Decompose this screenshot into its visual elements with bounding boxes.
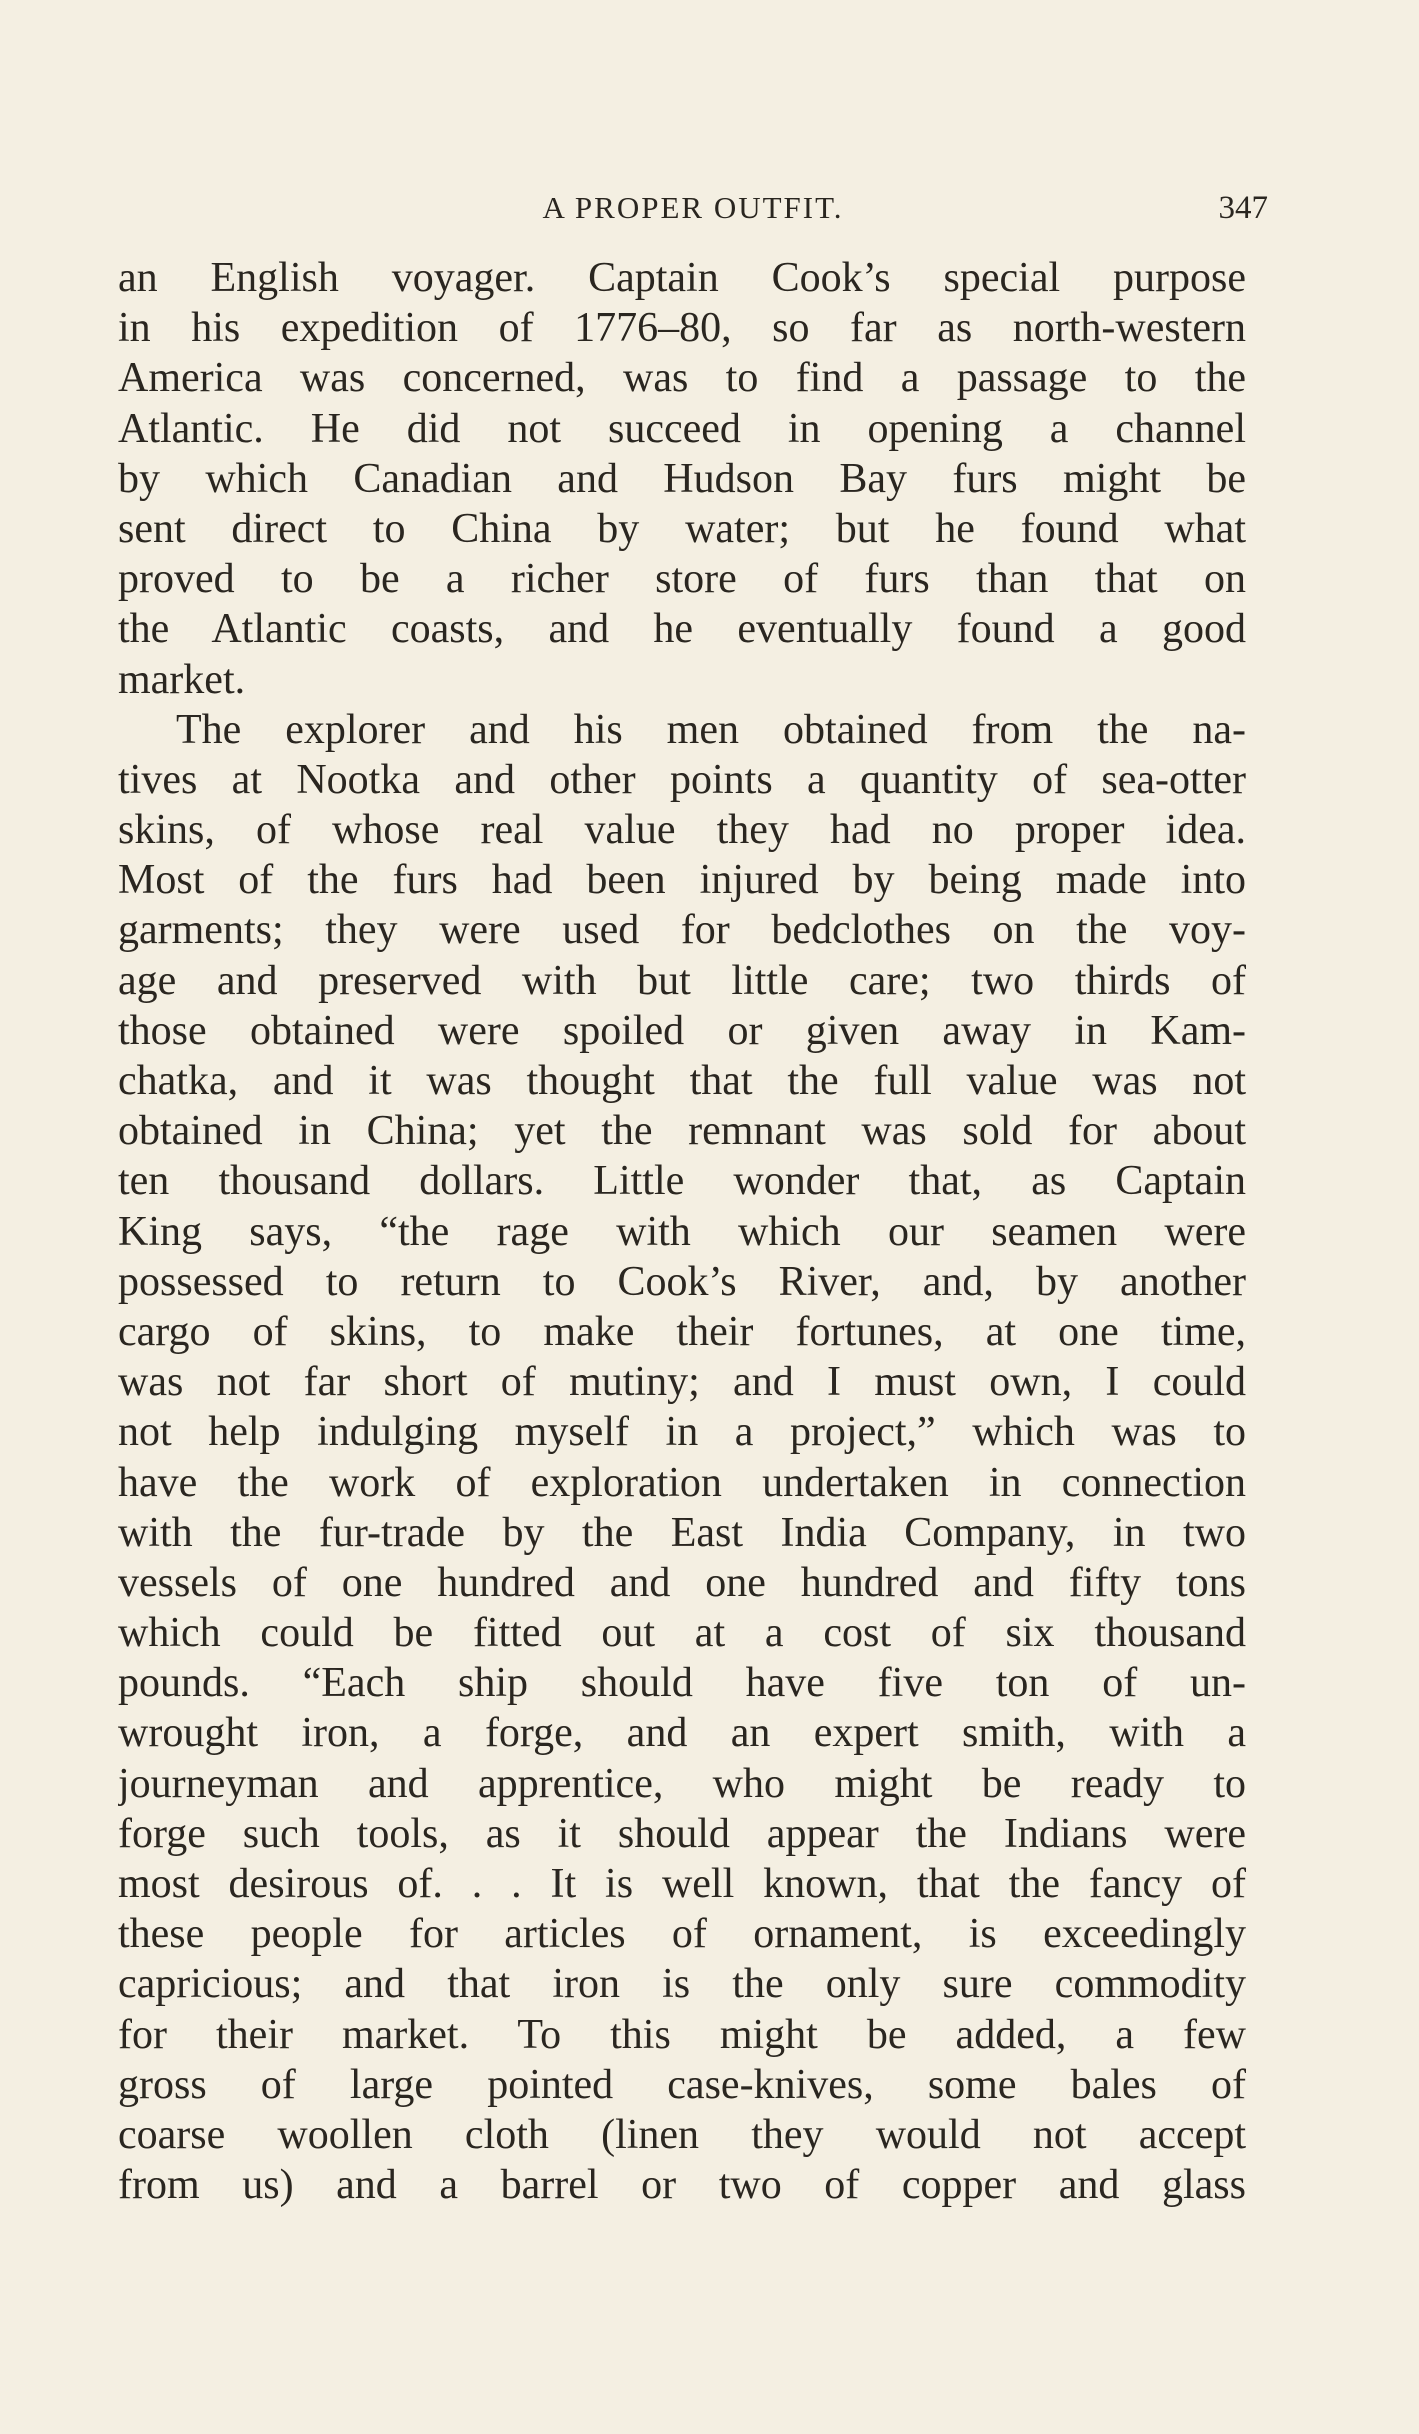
text-line: tives at Nootka and other points a quantity of sea-otter [118,756,1246,803]
text-line: Most of the furs had been injured by being made into [118,857,1246,904]
text-line: was not far short of mutiny; and I must own, I could [118,1359,1246,1406]
text-line: possessed to return to Cook’s River, and, by another [118,1258,1246,1305]
text-line: capricious; and that iron is the only sure commodity [118,1961,1246,2008]
text-line: journeyman and apprentice, who might be ready to [118,1760,1246,1807]
text-line: have the work of exploration undertaken in connection [118,1459,1246,1506]
text-line: from us) and a barrel or two of copper and glass [118,2162,1246,2209]
text-line: wrought iron, a forge, and an expert smith, with a [118,1710,1246,1757]
text-line: cargo of skins, to make their fortunes, at one time, [118,1308,1246,1355]
text-line: these people for articles of ornament, is exceedingly [118,1911,1246,1958]
text-line: Atlantic. He did not succeed in opening a channel [118,405,1246,452]
text-line: age and preserved with but little care; two thirds of [118,957,1246,1004]
text-line: for their market. To this might be added, a few [118,2011,1246,2058]
text-line: which could be fitted out at a cost of six thousand [118,1610,1246,1657]
text-line: most desirous of. . . It is well known, that the fancy of [118,1861,1246,1907]
text-line: proved to be a richer store of furs than that on [118,556,1246,603]
text-line: those obtained were spoiled or given away in Kam- [118,1007,1246,1054]
text-line: King says, “the rage with which our seamen were [118,1208,1246,1255]
text-line: not help indulging myself in a project,” which was to [118,1409,1246,1456]
text-line: an English voyager. Captain Cook’s special purpose [118,255,1246,301]
text-line: ten thousand dollars. Little wonder that, as Captain [118,1158,1246,1205]
text-line: gross of large pointed case-knives, some bales of [118,2061,1246,2108]
text-line: sent direct to China by water; but he found what [118,505,1246,552]
text-line: with the fur-trade by the East India Company, in two [118,1509,1246,1556]
text-line: in his expedition of 1776–80, so far as north-western [118,305,1246,352]
text-line: pounds. “Each ship should have five ton of un- [118,1660,1246,1707]
running-title: A PROPER OUTFIT. [542,190,844,225]
body-text [118,253,1246,2210]
text-line: obtained in China; yet the remnant was sold for about [118,1108,1246,1155]
text-line: America was concerned, was to find a passage to the [118,355,1246,402]
text-line: chatka, and it was thought that the full value was not [118,1058,1246,1104]
running-head [118,188,1268,228]
text-line: by which Canadian and Hudson Bay furs might be [118,455,1246,502]
text-line: garments; they were used for bedclothes on the voy- [118,907,1246,954]
text-line: the Atlantic coasts, and he eventually found a good [118,606,1246,653]
text-line: coarse woollen cloth (linen they would not accept [118,2111,1246,2158]
text-line: skins, of whose real value they had no proper idea. [118,807,1246,854]
page-number: 347 [1218,190,1268,226]
text-line: The explorer and his men obtained from the na- [176,706,1246,753]
text-line: vessels of one hundred and one hundred and fifty tons [118,1559,1246,1606]
text-line: forge such tools, as it should appear the Indians were [118,1810,1246,1857]
text-line: market. [118,656,246,703]
